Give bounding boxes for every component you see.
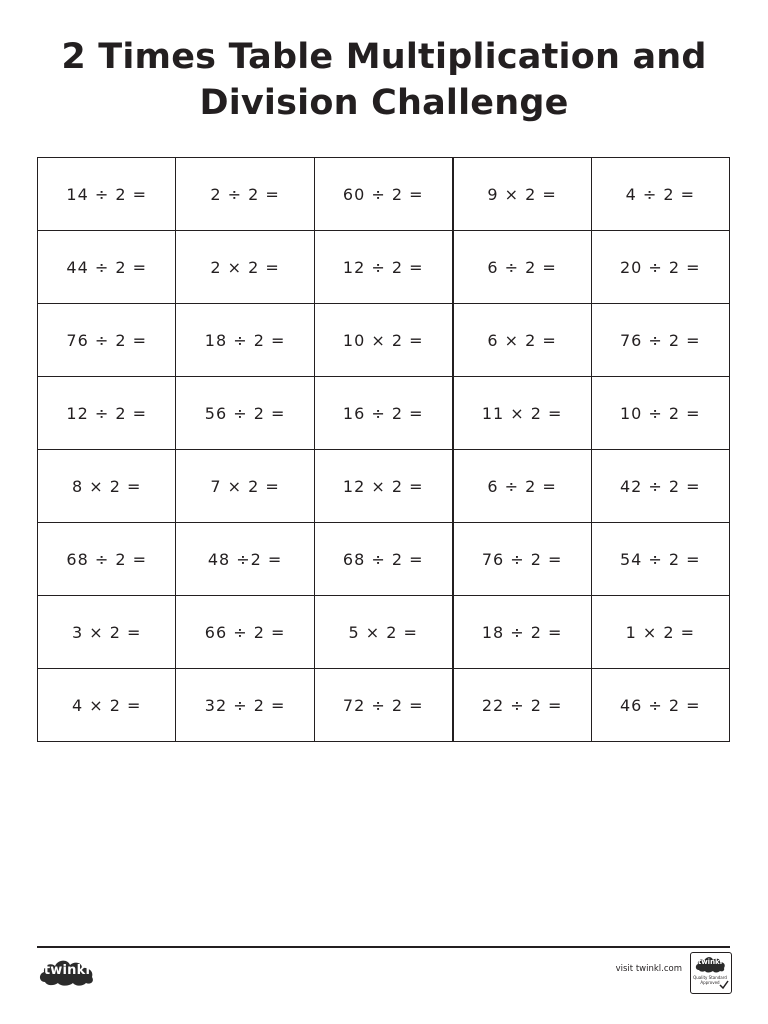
grid-cell: 72 ÷ 2 =: [314, 669, 452, 742]
grid-cell: 68 ÷ 2 =: [314, 523, 452, 596]
grid-cell: 76 ÷ 2 =: [591, 304, 729, 377]
grid-cell: 18 ÷ 2 =: [176, 304, 314, 377]
grid-cell: 42 ÷ 2 =: [591, 450, 729, 523]
grid-cell: 66 ÷ 2 =: [176, 596, 314, 669]
grid-cell: 4 × 2 =: [38, 669, 176, 742]
page-title-line-1: 2 Times Table Multiplication and: [61, 37, 707, 77]
grid-row: [38, 377, 730, 450]
page-title-line-2: Division Challenge: [199, 83, 569, 123]
grid-cell: 46 ÷ 2 =: [591, 669, 729, 742]
grid-cell: 6 ÷ 2 =: [453, 450, 591, 523]
grid-row: [38, 669, 730, 742]
visit-twinkl-link[interactable]: visit twinkl.com: [615, 964, 682, 974]
grid-row: [38, 158, 730, 231]
grid-cell: 10 × 2 =: [314, 304, 452, 377]
grid-cell: 56 ÷ 2 =: [176, 377, 314, 450]
grid-cell: 6 × 2 =: [453, 304, 591, 377]
grid-cell: 3 × 2 =: [38, 596, 176, 669]
grid-cell: 60 ÷ 2 =: [314, 158, 452, 231]
grid-cell: 54 ÷ 2 =: [591, 523, 729, 596]
challenge-grid-body: [38, 158, 730, 742]
grid-cell: 9 × 2 =: [453, 158, 591, 231]
grid-row: [38, 304, 730, 377]
grid-cell: 76 ÷ 2 =: [453, 523, 591, 596]
grid-cell: 12 × 2 =: [314, 450, 452, 523]
grid-cell: 16 ÷ 2 =: [314, 377, 452, 450]
grid-cell: 44 ÷ 2 =: [38, 231, 176, 304]
grid-row: [38, 231, 730, 304]
grid-cell: 48 ÷2 =: [176, 523, 314, 596]
grid-cell: 68 ÷ 2 =: [38, 523, 176, 596]
grid-cell: 8 × 2 =: [38, 450, 176, 523]
grid-cell: 20 ÷ 2 =: [591, 231, 729, 304]
page-title: [0, 34, 768, 126]
challenge-grid: [37, 157, 730, 742]
badge-caption: Quality Standard Approved: [693, 975, 727, 985]
footer-divider: [37, 946, 730, 948]
grid-cell: 76 ÷ 2 =: [38, 304, 176, 377]
grid-cell: 7 × 2 =: [176, 450, 314, 523]
grid-cell: 2 ÷ 2 =: [176, 158, 314, 231]
grid-cell: 11 × 2 =: [453, 377, 591, 450]
checkmark-icon: [719, 980, 729, 990]
grid-cell: 1 × 2 =: [591, 596, 729, 669]
grid-cell: 22 ÷ 2 =: [453, 669, 591, 742]
grid-cell: 12 ÷ 2 =: [38, 377, 176, 450]
grid-cell: 6 ÷ 2 =: [453, 231, 591, 304]
grid-cell: 14 ÷ 2 =: [38, 158, 176, 231]
badge-logo-text: twinkl: [697, 958, 723, 966]
grid-cell: 10 ÷ 2 =: [591, 377, 729, 450]
grid-cell: 4 ÷ 2 =: [591, 158, 729, 231]
grid-cell: 12 ÷ 2 =: [314, 231, 452, 304]
grid-cell: 2 × 2 =: [176, 231, 314, 304]
grid-row: [38, 596, 730, 669]
grid-row: [38, 523, 730, 596]
twinkl-logo-text: twinkl: [43, 963, 91, 978]
grid-row: [38, 450, 730, 523]
grid-cell: 5 × 2 =: [314, 596, 452, 669]
grid-cell: 18 ÷ 2 =: [453, 596, 591, 669]
grid-cell: 32 ÷ 2 =: [176, 669, 314, 742]
